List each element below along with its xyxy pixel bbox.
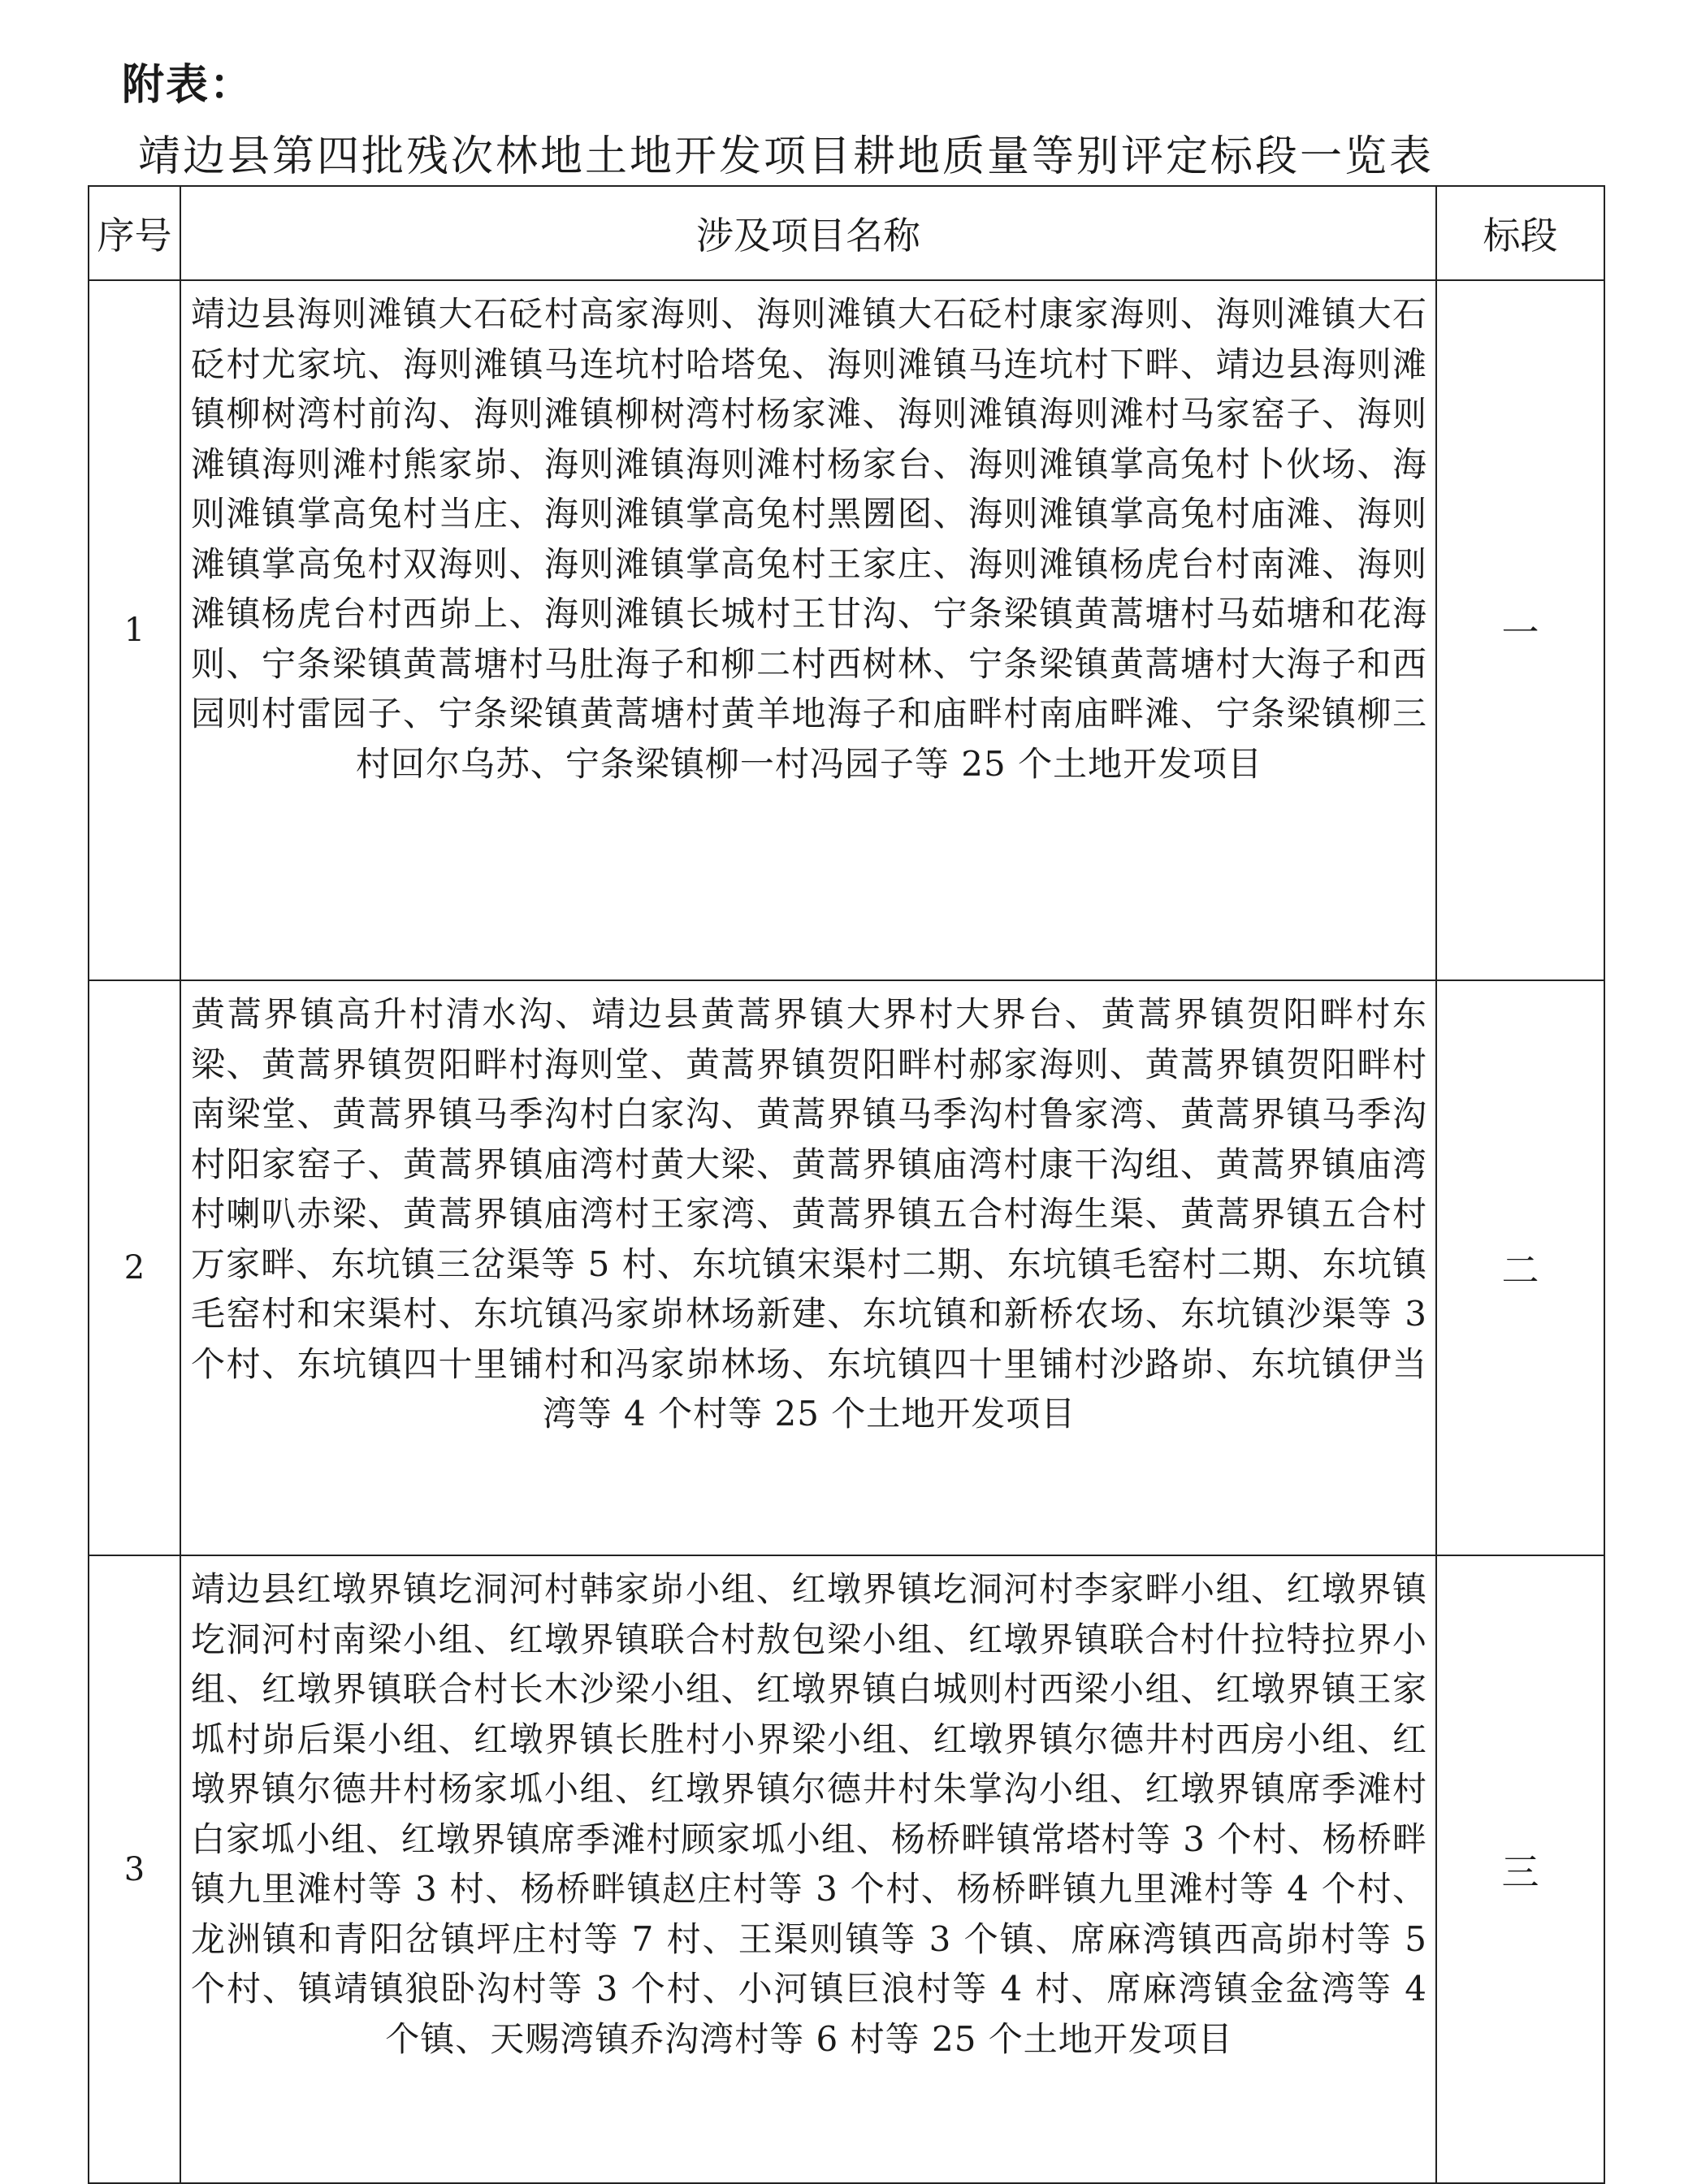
row-seq: 2 [89, 980, 180, 1555]
section-table [88, 185, 1605, 2184]
document-title: 靖边县第四批残次林地土地开发项目耕地质量等别评定标段一览表 [138, 132, 1435, 181]
row-projects-text: 靖边县海则滩镇大石砭村高家海则、海则滩镇大石砭村康家海则、海则滩镇大石砭村尤家坑、海则滩镇马连坑村哈塔兔、海则滩镇马连坑村下畔、靖边县海则滩镇柳树湾村前沟、海则滩镇柳树湾村杨家滩、海则滩镇海则滩村马家窑子、海则滩镇海则滩村熊家峁、海则滩镇海则滩村杨家台、海则滩镇掌高兔村卜伙场、海则滩镇掌高兔村当庄、海则滩镇掌高兔村黑圐囵、海则滩镇掌高兔村庙滩、海则滩镇掌高兔村双海则、海则滩镇掌高兔村王家庄、海则滩镇杨虎台村南滩、海则滩镇杨虎台村西峁上、海则滩镇长城村王甘沟、宁条梁镇黄蒿塘村马茹塘和花海则、宁条梁镇黄蒿塘村马肚海子和柳二村西树林、宁条梁镇黄蒿塘村大海子和西园则村雷园子、宁条梁镇黄蒿塘村黄羊地海子和庙畔村南庙畔滩、宁条梁镇柳三村回尔乌苏、宁条梁镇柳一村冯园子等 25 个土地开发项目 [191, 294, 1427, 784]
row-seq: 3 [89, 1555, 180, 2183]
row-projects [180, 280, 1436, 980]
row-projects-text: 靖边县红墩界镇圪洞河村韩家峁小组、红墩界镇圪洞河村李家畔小组、红墩界镇圪洞河村南梁小组、红墩界镇联合村敖包梁小组、红墩界镇联合村什拉特拉界小组、红墩界镇联合村长木沙梁小组、红墩界镇白城则村西梁小组、红墩界镇王家坬村峁后渠小组、红墩界镇长胜村小界梁小组、红墩界镇尔德井村西房小组、红墩界镇尔德井村杨家坬小组、红墩界镇尔德井村朱掌沟小组、红墩界镇席季滩村白家坬小组、红墩界镇席季滩村顾家坬小组、杨桥畔镇常塔村等 3 个村、杨桥畔镇九里滩村等 3 村、杨桥畔镇赵庄村等 3 个村、杨桥畔镇九里滩村等 4 个村、龙洲镇和青阳岔镇坪庄村等 7 村、王渠则镇等 3 个镇、席麻湾镇西高峁村等 5 个村、镇靖镇狼卧沟村等 3 个村、小河镇巨浪村等 4 村、席麻湾镇金盆湾等 4 个镇、天赐湾镇乔沟湾村等 6 村等 25 个土地开发项目 [191, 1569, 1427, 2059]
row-projects [180, 980, 1436, 1555]
table-header-row [89, 186, 1604, 280]
table-row [89, 980, 1604, 1555]
header-seq: 序号 [89, 186, 180, 280]
attachment-label: 附表： [122, 60, 254, 110]
row-projects-text: 黄蒿界镇高升村清水沟、靖边县黄蒿界镇大界村大界台、黄蒿界镇贺阳畔村东梁、黄蒿界镇贺阳畔村海则堂、黄蒿界镇贺阳畔村郝家海则、黄蒿界镇贺阳畔村南梁堂、黄蒿界镇马季沟村白家沟、黄蒿界镇马季沟村鲁家湾、黄蒿界镇马季沟村阳家窑子、黄蒿界镇庙湾村黄大梁、黄蒿界镇庙湾村康干沟组、黄蒿界镇庙湾村喇叭赤梁、黄蒿界镇庙湾村王家湾、黄蒿界镇五合村海生渠、黄蒿界镇五合村万家畔、东坑镇三岔渠等 5 村、东坑镇宋渠村二期、东坑镇毛窑村二期、东坑镇毛窑村和宋渠村、东坑镇冯家峁林场新建、东坑镇和新桥农场、东坑镇沙渠等 3 个村、东坑镇四十里铺村和冯家峁林场、东坑镇四十里铺村沙路峁、东坑镇伊当湾等 4 个村等 25 个土地开发项目 [191, 994, 1427, 1434]
row-section: 三 [1436, 1555, 1604, 2183]
table-row [89, 1555, 1604, 2183]
row-seq: 1 [89, 280, 180, 980]
row-section: 一 [1436, 280, 1604, 980]
table-row [89, 280, 1604, 980]
header-project-name: 涉及项目名称 [180, 186, 1436, 280]
header-section: 标段 [1436, 186, 1604, 280]
row-section: 二 [1436, 980, 1604, 1555]
row-projects [180, 1555, 1436, 2183]
